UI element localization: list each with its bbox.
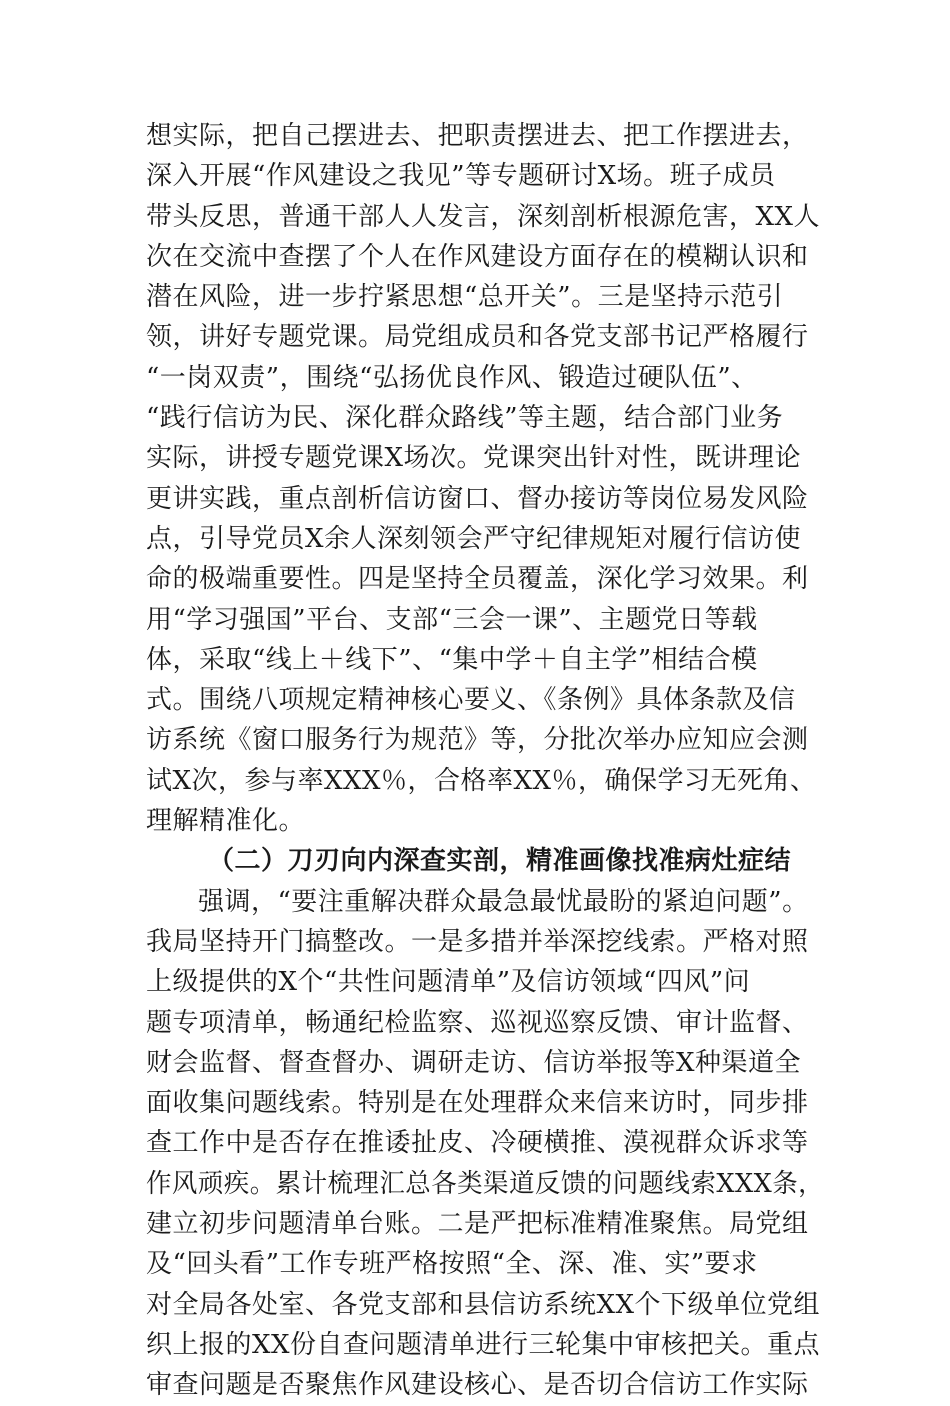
- text-line: 建立初步问题清单台账。二是严把标准精准聚焦。局党组: [146, 1209, 809, 1240]
- text-line: 更讲实践，重点剖析信访窗口、督办接访等岗位易发风险: [146, 483, 809, 514]
- text-line: 式。围绕八项规定精神核心要义、《条例》具体条款及信: [146, 685, 796, 716]
- text-line: 领，讲好专题党课。局党组成员和各党支部书记严格履行: [146, 322, 809, 353]
- text-line: 次在交流中查摆了个人在作风建设方面存在的模糊认识和: [146, 241, 809, 272]
- body-text: [146, 116, 826, 1406]
- text-line: 用“学习强国”平台、支部“三会一课”、主题党日等载: [146, 604, 758, 635]
- text-line: 查工作中是否存在推诿扯皮、冷硬横推、漠视群众诉求等: [146, 1128, 809, 1159]
- text-line: “践行信访为民、深化群众路线”等主题，结合部门业务: [146, 403, 784, 434]
- text-line: 想实际，把自己摆进去、把职责摆进去、把工作摆进去，: [146, 121, 809, 151]
- text-line: 对全局各处室、各党支部和县信访系统XX个下级单位党组: [146, 1289, 821, 1320]
- text-line: 财会监督、督查督办、调研走访、信访举报等X种渠道全: [146, 1047, 802, 1078]
- text-line: 访系统《窗口服务行为规范》等，分批次举办应知应会测: [146, 725, 809, 756]
- paragraph-first-line: 强调，“要注重解决群众最急最忧最盼的紧迫问题”。: [198, 886, 809, 917]
- text-line: 我局坚持开门搞整改。一是多措并举深挖线索。严格对照: [146, 926, 809, 957]
- text-line: 潜在风险，进一步拧紧思想“总开关”。三是坚持示范引: [146, 282, 784, 313]
- text-line: “一岗双责”，围绕“弘扬优良作风、锻造过硬队伍”、: [146, 362, 758, 393]
- text-line: 试X次，参与率XXX％，合格率XX％，确保学习无死角、: [146, 765, 817, 796]
- text-line: 题专项清单，畅通纪检监察、巡视巡察反馈、审计监督、: [146, 1007, 809, 1038]
- text-line: 点，引导党员X余人深刻领会严守纪律规矩对履行信访使: [146, 523, 802, 554]
- text-line: 及“回头看”工作专班严格按照“全、深、准、实”要求: [146, 1249, 758, 1280]
- text-line: 带头反思，普通干部人人发言，深刻剖析根源危害，XX人: [146, 201, 821, 232]
- text-line: 审查问题是否聚焦作风建设核心、是否切合信访工作实际: [146, 1370, 809, 1401]
- text-line: 体，采取“线上＋线下”、“集中学＋自主学”相结合模: [146, 644, 758, 675]
- section-heading: （二）刀刃向内深查实剖，精准画像找准病灶症结: [208, 846, 792, 877]
- text-line: 深入开展“作风建设之我见”等专题研讨X场。班子成员: [146, 161, 776, 192]
- text-line: 上级提供的X个“共性问题清单”及信访领域“四风”问: [146, 967, 751, 998]
- text-line: 实际，讲授专题党课X场次。党课突出针对性，既讲理论: [146, 443, 802, 474]
- text-line: 面收集问题线索。特别是在处理群众来信来访时，同步排: [146, 1088, 809, 1119]
- text-line: 作风顽疾。累计梳理汇总各类渠道反馈的问题线索XXX条，: [146, 1168, 825, 1199]
- text-line: 命的极端重要性。四是坚持全员覆盖，深化学习效果。利: [146, 564, 809, 595]
- text-line: 织上报的XX份自查问题清单进行三轮集中审核把关。重点: [146, 1329, 821, 1360]
- text-line: 理解精准化。: [146, 806, 306, 837]
